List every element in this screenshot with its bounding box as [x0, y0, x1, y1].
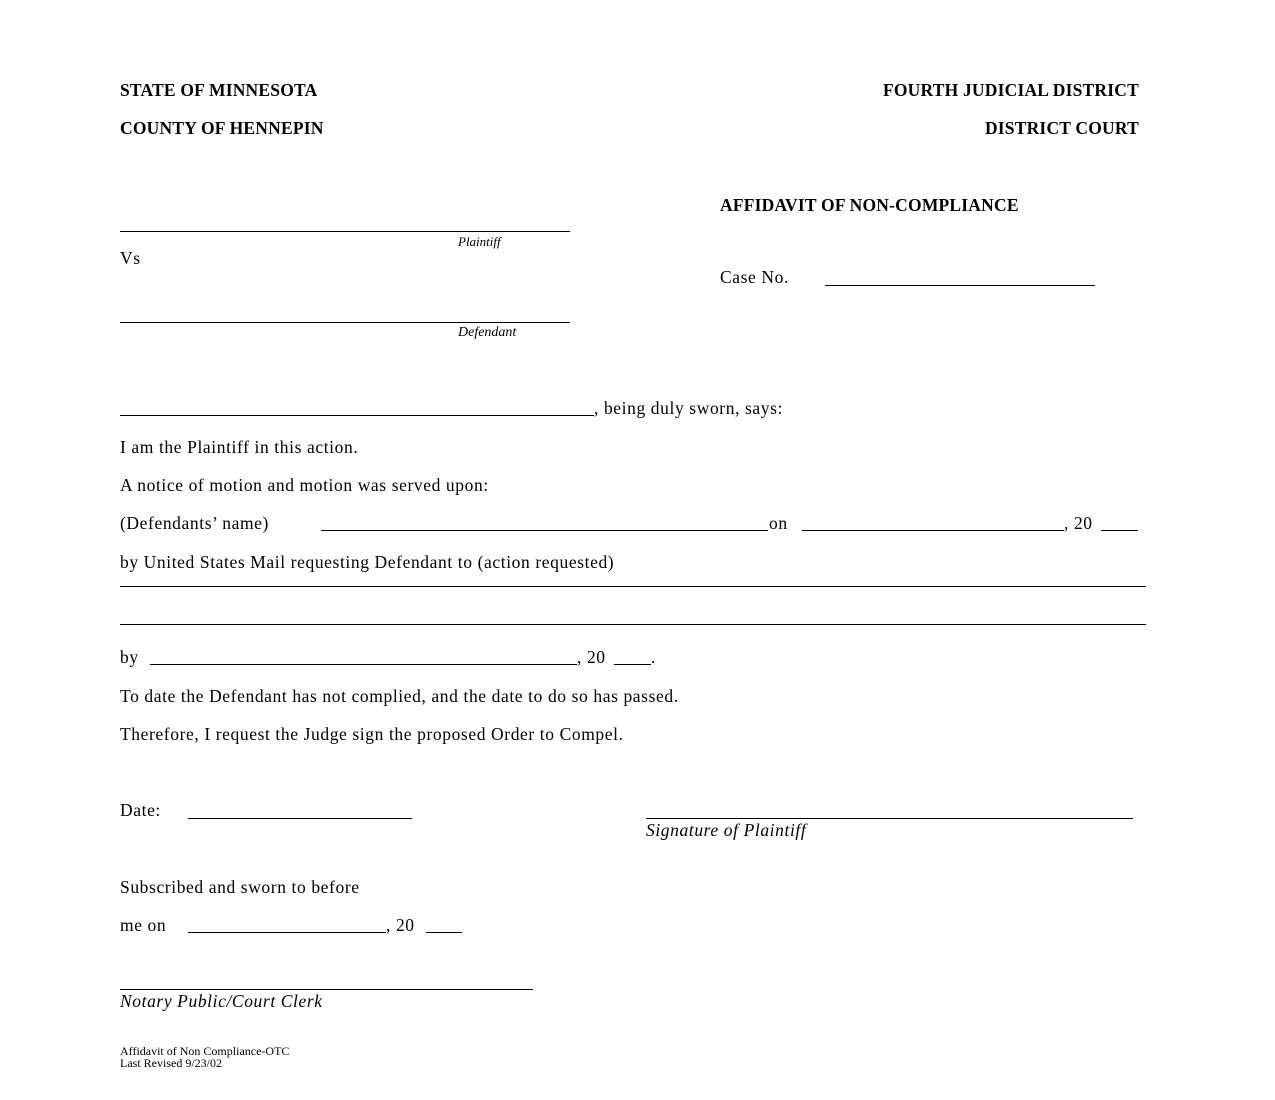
- state-heading: STATE OF MINNESOTA: [120, 80, 318, 100]
- plaintiff-statement: I am the Plaintiff in this action.: [120, 437, 359, 457]
- sworn-text: , being duly sworn, says:: [594, 398, 784, 418]
- document-title: AFFIDAVIT OF NON-COMPLIANCE: [720, 195, 1019, 215]
- plaintiff-name-line[interactable]: [120, 231, 570, 232]
- served-date-line[interactable]: [802, 530, 1064, 531]
- county-heading: COUNTY OF HENNEPIN: [120, 118, 324, 138]
- deadline-year-prefix: , 20: [577, 647, 606, 667]
- footer-revised: Last Revised 9/23/02: [120, 1056, 222, 1070]
- plaintiff-label: Plaintiff: [458, 234, 501, 249]
- defendant-name-line[interactable]: [120, 322, 570, 323]
- notice-statement: A notice of motion and motion was served upon:: [120, 475, 489, 495]
- affiant-name-line[interactable]: [120, 415, 594, 416]
- me-on-text: me on: [120, 915, 167, 935]
- mail-statement: by United States Mail requesting Defendant to (action requested): [120, 552, 615, 572]
- deadline-period: .: [651, 647, 656, 667]
- by-label: by: [120, 647, 139, 667]
- case-no-line[interactable]: [825, 285, 1095, 286]
- case-no-label: Case No.: [720, 267, 789, 287]
- versus-label: Vs: [120, 248, 141, 268]
- action-requested-line-2[interactable]: [120, 624, 1146, 625]
- defendant-label: Defendant: [458, 325, 517, 340]
- date-label: Date:: [120, 800, 161, 820]
- served-year-line[interactable]: [1101, 530, 1138, 531]
- notary-signature-line[interactable]: [120, 989, 533, 990]
- notary-year-prefix: , 20: [386, 915, 415, 935]
- defendant-name-prefix: (Defendants’ name): [120, 513, 269, 533]
- notary-date-line[interactable]: [188, 932, 386, 933]
- request-statement: Therefore, I request the Judge sign the proposed Order to Compel.: [120, 724, 624, 744]
- footer-form-name: Affidavit of Non Compliance-OTC: [120, 1044, 290, 1058]
- deadline-year-line[interactable]: [614, 664, 651, 665]
- on-label: on: [769, 513, 788, 533]
- notary-label: Notary Public/Court Clerk: [120, 991, 323, 1011]
- served-defendant-name-line[interactable]: [321, 530, 768, 531]
- district-heading: FOURTH JUDICIAL DISTRICT: [882, 80, 1139, 100]
- subscribed-text: Subscribed and sworn to before: [120, 877, 360, 897]
- date-line[interactable]: [188, 818, 412, 819]
- plaintiff-signature-line[interactable]: [646, 818, 1133, 819]
- non-compliance-statement: To date the Defendant has not complied, and the date to do so has passed.: [120, 686, 679, 706]
- deadline-date-line[interactable]: [150, 664, 577, 665]
- court-heading: DISTRICT COURT: [984, 118, 1139, 138]
- served-year-prefix: , 20: [1064, 513, 1093, 533]
- signature-label: Signature of Plaintiff: [646, 820, 807, 840]
- action-requested-line-1[interactable]: [120, 586, 1146, 587]
- notary-year-line[interactable]: [426, 932, 462, 933]
